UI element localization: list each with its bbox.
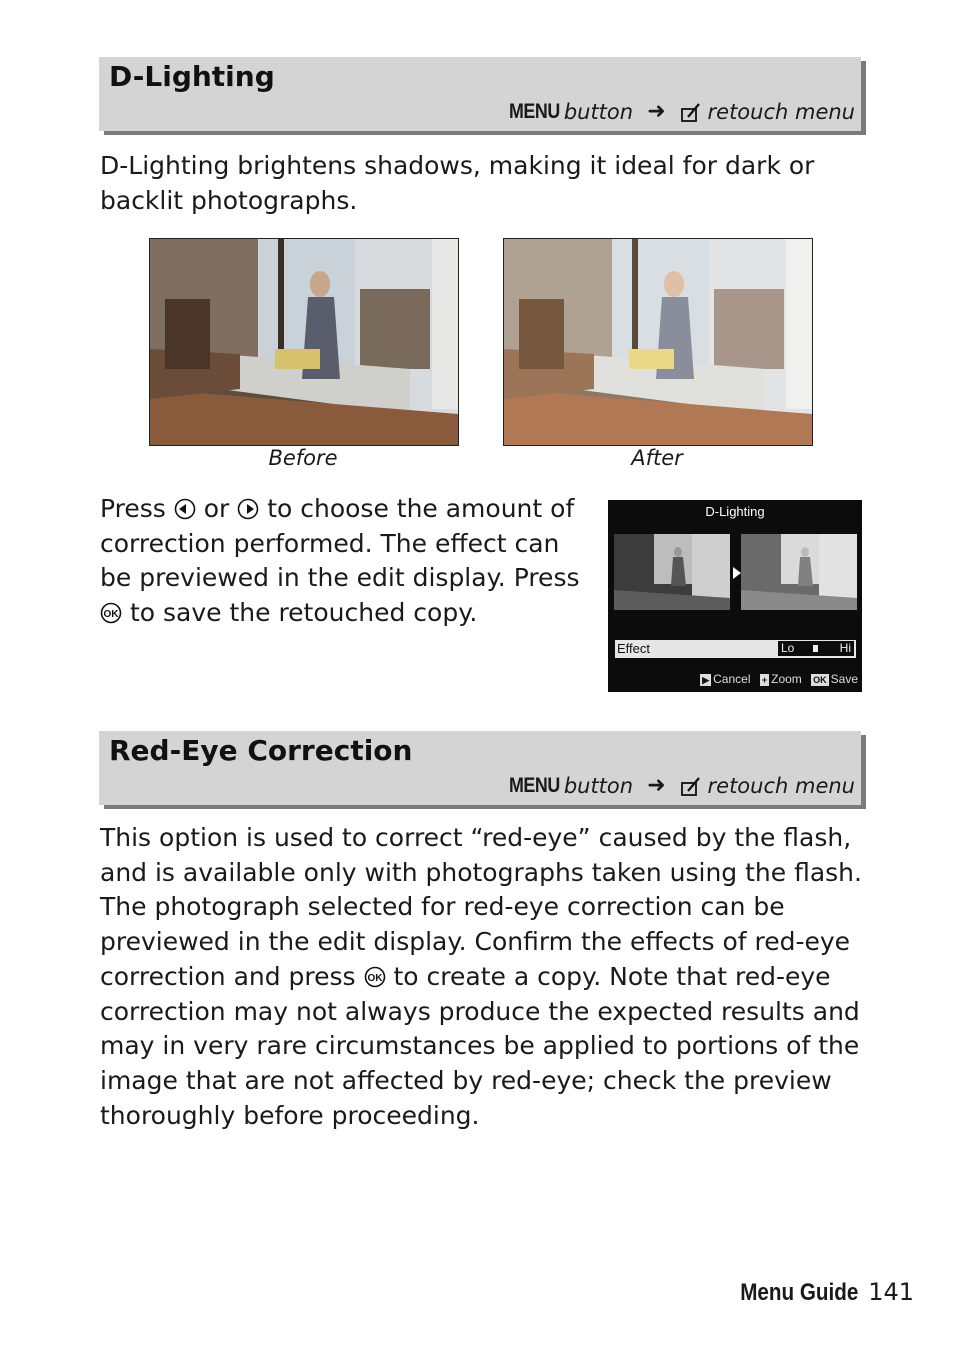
instr-text-2: or [203,494,230,523]
svg-text:OK: OK [103,609,119,621]
after-photo [503,238,813,446]
menu-key-label: MENU [508,99,560,123]
multi-selector-right-icon [237,498,259,520]
retouch-menu-icon [680,101,702,123]
before-photo [149,238,459,446]
arrow-icon: ➜ [647,99,666,124]
page-number: 141 [868,1278,914,1306]
effect-high-label: Hi [839,641,851,655]
menu-button-text: button [563,99,634,124]
redeye-header [99,731,861,805]
instr-text-4: to save the retouched copy. [129,598,478,628]
effect-low-label: Lo [781,641,795,655]
zoom-label: Zoom [771,672,802,686]
screen-title: D-Lighting [705,504,765,519]
camera-screen [608,500,862,692]
retouch-menu-label: retouch menu [707,99,855,124]
zoom-key-icon: + [761,674,768,685]
after-caption: After [631,446,683,470]
multi-selector-left-icon [174,498,196,520]
redeye-paragraph [100,821,870,1133]
page-footer [721,1278,914,1307]
save-label: Save [830,672,858,686]
effect-label: Effect [617,641,651,656]
instr-text-1: Press [100,494,166,523]
screen-footer [608,672,858,686]
dlighting-instructions [100,492,590,631]
retouch-menu-icon [680,775,702,797]
redeye-title: Red-Eye Correction [109,734,413,767]
footer-section-label: Menu Guide [740,1279,859,1306]
dlighting-menu-path [500,99,855,124]
retouch-menu-label: retouch menu [707,773,855,798]
screen-after-thumb [741,534,857,610]
instr-text-3: to choose the amount of correction performed. The effect can be previewed in the edit display. Press [100,494,580,593]
ok-button-icon [100,602,122,624]
arrow-icon: ➜ [647,773,666,798]
dlighting-title: D-Lighting [109,60,275,93]
svg-text:OK: OK [367,972,383,984]
playback-key-icon: ▶ [702,674,710,685]
redeye-menu-path [500,773,855,798]
redeye-text-2: to create a copy. Note that red-eye correction may not always produce the expected results and may in very rare circumstances be applied to portions of the image that are not affected by red-eye; check the preview thoroughly before proceeding. [100,961,860,1130]
ok-key-icon: OK [813,674,827,685]
menu-button-text: button [563,773,634,798]
dlighting-header [99,57,861,131]
redeye-text-1: This option is used to correct “red-eye” caused by the flash, and is available only with photographs taken using the flash. The photograph selected for red-eye correction can be previewed in the edit display. Confirm the effects of red-eye correction and press [100,823,862,991]
effect-bar[interactable] [615,640,856,658]
cancel-label: Cancel [713,672,751,686]
before-caption: Before [268,446,338,470]
screen-arrow-icon [733,567,741,579]
dlighting-intro: D-Lighting brightens shadows, making it ideal for dark or backlit photographs. [100,151,815,215]
effect-slider[interactable] [778,641,854,656]
slider-indicator [813,645,818,652]
ok-button-icon [364,966,386,988]
screen-before-thumb [614,534,730,610]
menu-key-label: MENU [508,773,560,797]
